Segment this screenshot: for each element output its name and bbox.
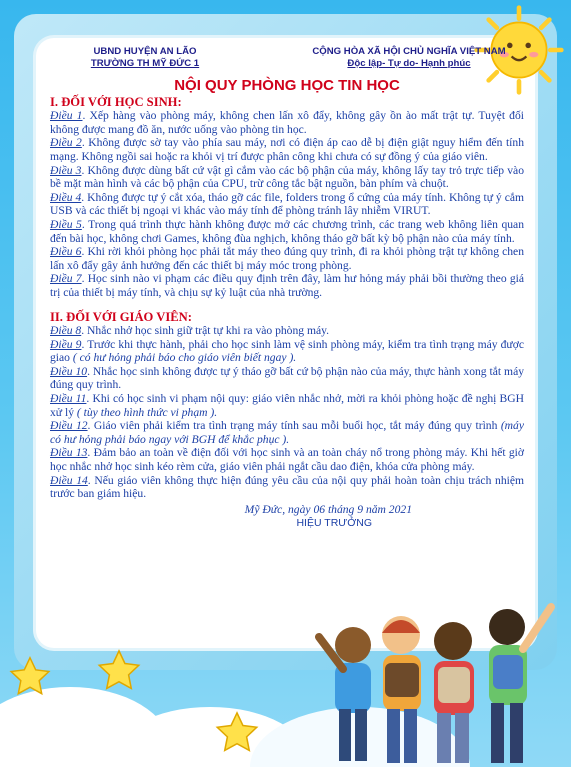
rule-label: Điều 6 xyxy=(50,245,82,259)
header-left xyxy=(50,46,240,70)
rule-text: . Khi rời khỏi phòng học phải tắt máy theo đúng quy trình, đi ra khỏi phòng trật tự không chen lấn xô đẩy gây ảnh hưởng đến các thiết bị máy móc trong phòng. xyxy=(50,245,524,272)
star-icon xyxy=(214,710,260,756)
school-name: TRƯỜNG TH MỸ ĐỨC 1 xyxy=(90,58,200,69)
rule-text: . Nếu giáo viên không thực hiện đúng yêu cầu của nội quy phải hoàn toàn chịu trách nhiệm trước ban giám hiệu. xyxy=(50,473,525,501)
star-icon xyxy=(96,648,142,694)
national-motto: Độc lập- Tự do- Hạnh phúc xyxy=(347,58,471,69)
page-title: NỘI QUY PHÒNG HỌC TIN HỌC xyxy=(174,77,400,94)
rule-text: . Không được sờ tay vào phía sau máy, nơi có điện áp cao dễ bị điện giật nguy hiểm đến tính mạng. Không ngồi sai hoặc ra khỏi vị trí được phân công khi chưa có sự đồng ý của giáo viên. xyxy=(50,136,525,163)
document-header xyxy=(50,46,524,70)
rule-note: ( có hư hỏng phải báo cho giáo viên biết ngay ). xyxy=(72,351,297,365)
rule-item xyxy=(50,365,524,392)
rule-label: Điều 4 xyxy=(50,190,82,204)
rule-label: Điều 10 xyxy=(50,364,88,378)
rule-label: Điều 11 xyxy=(50,392,87,406)
header-right xyxy=(294,46,524,70)
children-group-icon xyxy=(313,597,563,767)
rule-text: . Giáo viên phải kiểm tra tình trạng máy tính sau mỗi buổi học, tắt máy đúng quy trình xyxy=(87,419,501,433)
rule-label: Điều 1 xyxy=(50,109,83,123)
rule-text: . Xếp hàng vào phòng máy, không chen lấn xô đẩy, không gây ồn ào mất trật tự. Tuyệt đối không được mang đồ ăn, nước uống vào phòng tin học. xyxy=(50,109,525,136)
place-date: Mỹ Đức, ngày 06 tháng 9 năm 2021 xyxy=(244,502,412,516)
rule-label: Điều 12 xyxy=(50,419,88,433)
rule-text: . Trước khi thực hành, phải cho học sinh làm vệ sinh phòng máy, kiểm tra tình trạng máy được giao xyxy=(50,337,524,365)
rule-item xyxy=(50,324,524,338)
rule-item xyxy=(50,392,524,419)
document-content xyxy=(50,46,524,531)
rule-text: . Học sinh nào vi phạm các điều quy định trên đây, làm hư hỏng máy phải bồi thường theo giá trị của thiết bị máy tính, và chịu sự kỷ luật của nhà trường. xyxy=(50,272,524,299)
rule-item xyxy=(50,272,524,299)
rule-item xyxy=(50,474,524,501)
rule-note: ( tùy theo hình thức vi phạm ). xyxy=(76,405,218,419)
signer-title: HIỆU TRƯỞNG xyxy=(296,517,372,530)
rule-item xyxy=(50,109,524,136)
rule-note: (máy có hư hỏng phải báo ngay với BGH để khắc phục ). xyxy=(50,419,524,446)
rule-item xyxy=(50,338,524,365)
teacher-rules xyxy=(50,324,524,501)
rule-item xyxy=(50,164,524,191)
rule-label: Điều 13 xyxy=(50,446,88,460)
rule-label: Điều 8 xyxy=(50,324,82,338)
rule-text: . Trong quá trình thực hành không được mở các chương trình, các trang web không liên quan đến bài học, không chơi Games, không đùa nghịch, không tháo gỡ bất kỳ bộ phận nào của máy tính. xyxy=(50,217,524,245)
rule-label: Điều 5 xyxy=(50,217,82,231)
rule-label: Điều 14 xyxy=(50,473,88,487)
rule-label: Điều 9 xyxy=(50,337,82,351)
national-title: CỘNG HÒA XÃ HỘI CHỦ NGHĨA VIỆT NAM xyxy=(312,46,506,57)
rule-item xyxy=(50,191,524,218)
district-name: UBND HUYỆN AN LÃO xyxy=(93,46,197,57)
rule-text: . Nhắc học sinh không được tự ý tháo gỡ bất cứ bộ phận nào của máy, thực hành xong tắt máy đúng quy trình. xyxy=(50,364,525,392)
rule-text: . Không được dùng bất cứ vật gì cắm vào các bộ phận của máy, không lấy tay trỏ trực tiếp vào bề mặt màn hình và các bộ phận của CPU, trừ công tắc bật nguồn, bàn phím và chuột. xyxy=(50,163,524,191)
rule-item xyxy=(50,446,524,473)
section-heading-teachers: II. ĐỐI VỚI GIÁO VIÊN: xyxy=(50,309,192,324)
rule-item xyxy=(50,136,524,163)
student-rules xyxy=(50,109,524,299)
rule-text: . Nhắc nhở học sinh giữ trật tự khi ra vào phòng máy. xyxy=(81,324,330,338)
rule-text: . Đảm bảo an toàn về điện đối với học sinh và an toàn cháy nổ trong phòng máy. Khi hết giờ học nhắc nhở học sinh kéo rèm cửa, giáo viên phải ngắt cầu dao điện, khóa cửa phòng máy. xyxy=(50,446,524,474)
rule-text: . Khi có học sinh vi phạm nội quy: giáo viên nhắc nhở, mời ra khỏi phòng hoặc đề nghị BGH xử lý xyxy=(50,392,525,419)
rule-label: Điều 2 xyxy=(50,136,82,150)
section-heading-students: I. ĐỐI VỚI HỌC SINH: xyxy=(50,94,182,109)
rule-item xyxy=(50,245,524,272)
rule-text: . Không được tự ý cắt xóa, tháo gỡ các file, folders trong ổ cứng của máy tính. Không tự ý cắm USB và các thiết bị ngoại vi khác vào máy tính để phòng tránh lây nhiễm VIRUT. xyxy=(50,190,525,218)
star-icon xyxy=(8,655,52,699)
rule-item xyxy=(50,419,524,446)
rule-item xyxy=(50,218,524,245)
rule-label: Điều 3 xyxy=(50,163,82,177)
rule-label: Điều 7 xyxy=(50,272,82,286)
document-footer xyxy=(50,503,524,531)
